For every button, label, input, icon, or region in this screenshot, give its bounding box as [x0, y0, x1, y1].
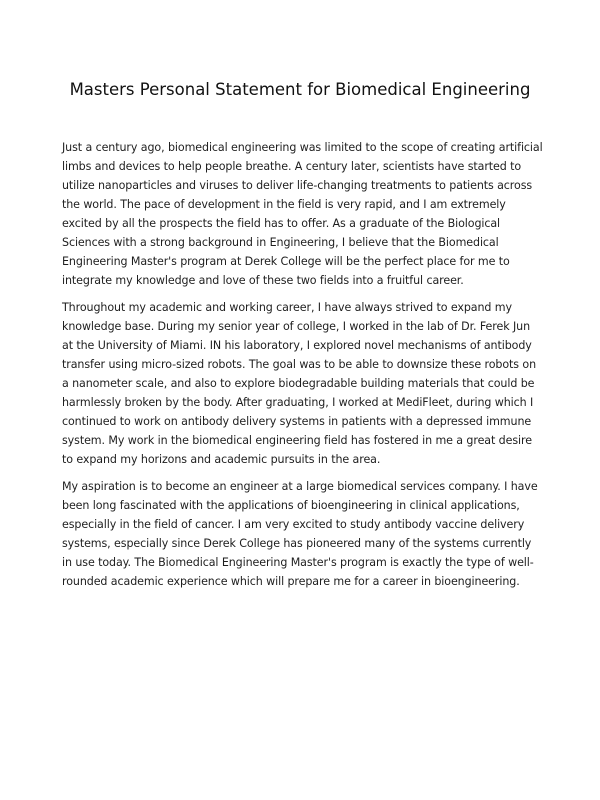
document-title: Masters Personal Statement for Biomedical Engineering	[69, 80, 531, 99]
paragraph-experience: Throughout my academic and working career, I have always strived to expand my knowledge base. During my senior year of college, I worked in the lab of Dr. Ferek Jun at the University of Miami. IN his laboratory, I explored novel mechanisms of antibody transfer using micro-sized robots. The goal was to be able to downsize these robots on a nanometer scale, and also to explore biodegradable building materials that could be harmlessly broken by the body. After graduating, I worked at MediFleet, during which I continued to work on antibody delivery systems in patients with a depressed immune system. My work in the biomedical engineering field has fostered in me a great desire to expand my horizons and academic pursuits in the area.	[62, 301, 537, 466]
paragraph-intro: Just a century ago, biomedical engineering was limited to the scope of creating artificial limbs and devices to help people breathe. A century later, scientists have started to utilize nanoparticles and viruses to deliver life-changing treatments to patients across the world. The pace of development in the field is very rapid, and I am extremely excited by all the prospects the field has to offer. As a graduate of the Biological Sciences with a strong background in Engineering, I believe that the Biomedical Engineering Master's program at Derek College will be the perfect place for me to integrate my knowledge and love of these two fields into a fruitful career.	[62, 141, 543, 287]
paragraph-aspiration: My aspiration is to become an engineer at a large biomedical services company. I have been long fascinated with the applications of bioengineering in clinical applications, especially in the field of cancer. I am very excited to study antibody vaccine delivery systems, especially since Derek College has pioneered many of the systems currently in use today. The Biomedical Engineering Master's program is exactly the type of well-rounded academic experience which will prepare me for a career in bioengineering.	[62, 480, 538, 588]
document-body	[62, 138, 544, 599]
